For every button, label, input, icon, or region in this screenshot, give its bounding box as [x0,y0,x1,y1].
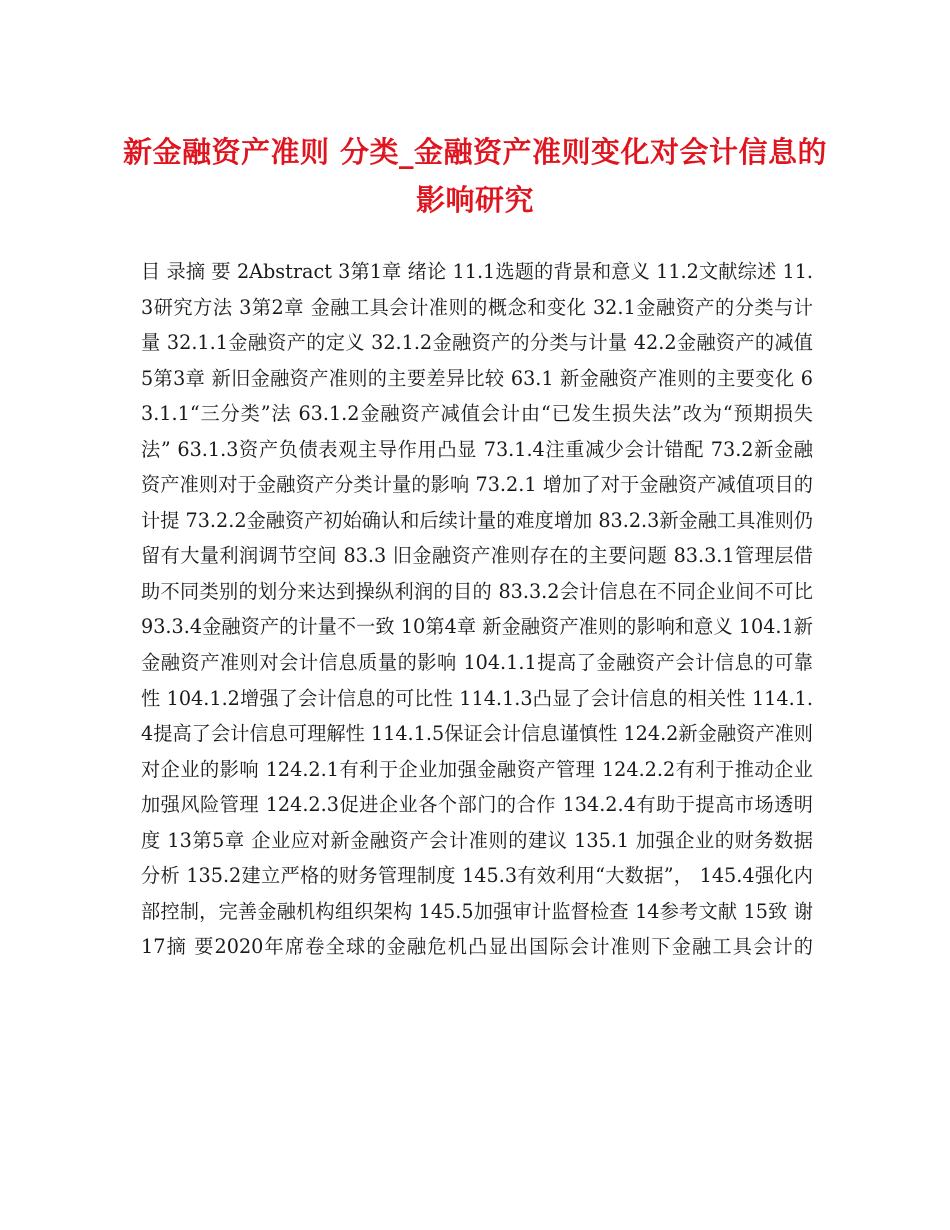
page-title: 新金融资产准则 分类_金融资产准则变化对会计信息的影响研究 [122,135,828,217]
table-of-contents-text: 目 录摘 要 2Abstract 3第1章 绪论 11.1选题的背景和意义 11.2文献综述 11.3研究方法 3第2章 金融工具会计准则的概念和变化 32.1金融资产的分类与计量 32.1.1金融资产的定义 32.1.2金融资产的分类与计量 42.2金融资产的减值 5第3章 新旧金融资产准则的主要差异比较 63.1 新金融资产准则的主要变化 63.1.1“三分类”法 63.1.2金融资产减值会计由“已发生损失法”改为“预期损失法” 63.1.3资产负债表观主导作用凸显 73.1.4注重减少会计错配 73.2新金融资产准则对于金融资产分类计量的影响 73.2.1 增加了对于金融资产减值项目的计提 73.2.2金融资产初始确认和后续计量的难度增加 83.2.3新金融工具准则仍留有大量利润调节空间 83.3 旧金融资产准则存在的主要问题 83.3.1管理层借助不同类别的划分来达到操纵利润的目的 83.3.2会计信息在不同企业间不可比 93.3.4金融资产的计量不一致 10第4章 新金融资产准则的影响和意义 104.1新金融资产准则对会计信息质量的影响 104.1.1提高了金融资产会计信息的可靠性 104.1.2增强了会计信息的可比性 114.1.3凸显了会计信息的相关性 114.1.4提高了会计信息可理解性 114.1.5保证会计信息谨慎性 124.2新金融资产准则对企业的影响 124.2.1有利于企业加强金融资产管理 124.2.2有利于推动企业加强风险管理 124.2.3促进企业各个部门的合作 134.2.4有助于提高市场透明度 13第5章 企业应对新金融资产会计准则的建议 135.1 加强企业的财务数据分析 135.2建立严格的财务管理制度 145.3有效利用“大数据”， 145.4强化内部控制，完善金融机构组织架构 145.5加强审计监督检查 14参考文献 15致 谢 17摘 要2020年席卷全球的金融危机凸显出国际会计准则下金融工具会计的 [141,260,813,959]
